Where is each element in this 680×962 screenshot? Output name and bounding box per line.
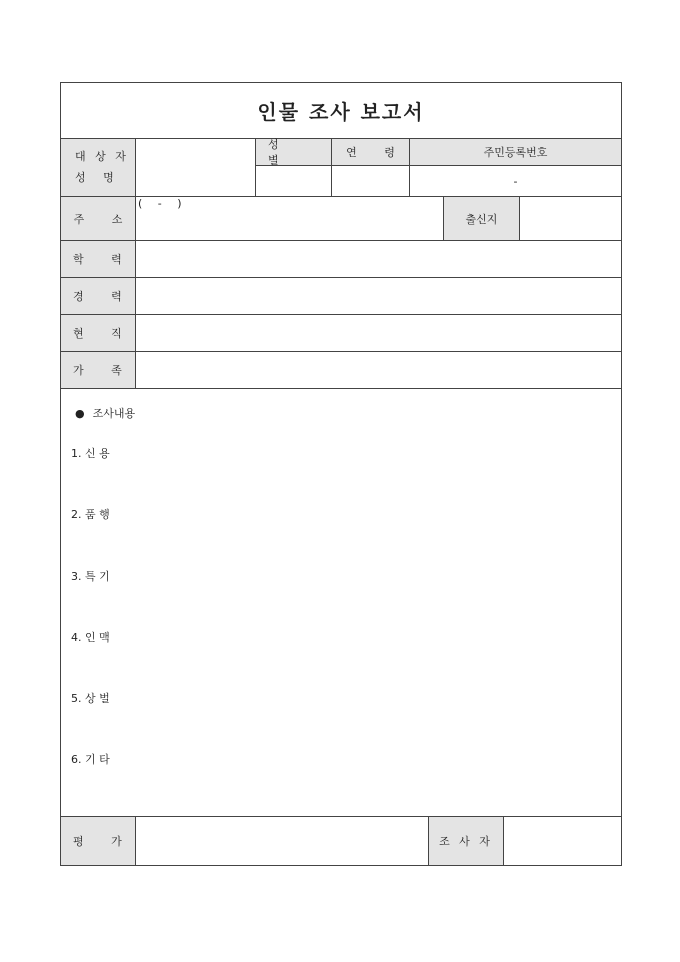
page-title: 인물 조사 보고서	[61, 83, 621, 139]
item-connections: 4. 인 맥	[71, 631, 110, 644]
current-job-field[interactable]	[136, 315, 621, 351]
career-field[interactable]	[136, 278, 621, 314]
subject-name-field[interactable]	[136, 140, 255, 196]
item-talent: 3. 특 기	[71, 570, 110, 583]
rrn-field[interactable]: -	[513, 174, 518, 188]
item-credit: 1. 신 용	[71, 447, 110, 460]
age-field[interactable]	[332, 166, 409, 196]
family-field[interactable]	[136, 352, 621, 388]
section-title: ● 조사내용	[75, 407, 136, 420]
evaluation-label: 평 가	[61, 817, 135, 865]
investigator-field[interactable]	[504, 817, 621, 865]
career-label: 경 력	[61, 278, 135, 314]
education-label: 학 력	[61, 241, 135, 277]
report-form	[60, 82, 622, 866]
origin-label: 출신지	[444, 197, 519, 240]
item-other: 6. 기 타	[71, 753, 110, 766]
sex-label: 성 별	[268, 138, 279, 167]
investigator-label: 조 사 자	[429, 817, 503, 865]
rrn-label: 주민등록번호	[483, 146, 548, 159]
subject-label-line1: 대 상 자	[75, 150, 129, 163]
sex-field[interactable]	[256, 166, 331, 196]
family-label: 가 족	[61, 352, 135, 388]
education-field[interactable]	[136, 241, 621, 277]
origin-field[interactable]	[520, 197, 621, 240]
evaluation-field[interactable]	[136, 817, 428, 865]
item-rewards-penalties: 5. 상 벌	[71, 692, 110, 705]
current-job-label: 현 직	[61, 315, 135, 351]
bullet-icon: ●	[75, 407, 85, 420]
address-label: 주 소	[61, 197, 135, 240]
subject-label-line2: 성 명	[75, 171, 114, 184]
age-label: 연 령	[346, 146, 395, 159]
address-field[interactable]: ( - )	[138, 197, 182, 210]
item-conduct: 2. 품 행	[71, 508, 110, 521]
